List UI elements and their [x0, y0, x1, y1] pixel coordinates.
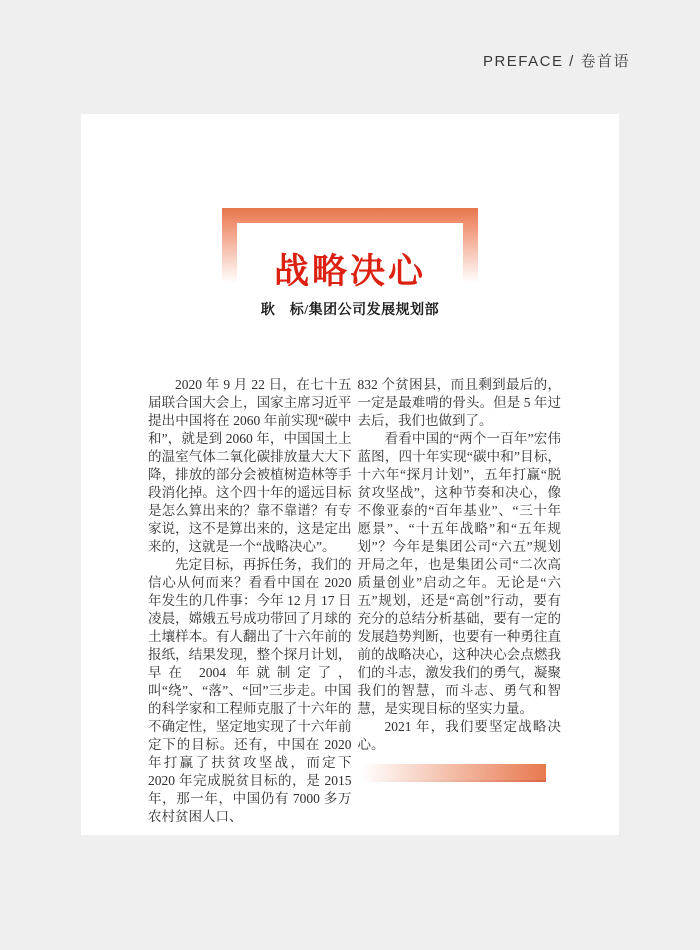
paragraph: 看看中国的“两个一百年”宏伟蓝图，四十年实现“碳中和”目标，十六年“探月计划”，五年打赢“脱贫攻坚战”，这种节奏和决心，像不像亚泰的“百年基业”、“三十年愿景”、“十五年战略”和“五年规划”？今年是集团公司“六五”规划开局之年，也是集团公司“二次高质量创业”启动之年。无论是“六五”规划，还是“高创”行动，要有充分的总结分析基础，要有一定的发展趋势判断，也要有一种勇往直前的战略决心，这种决心会点燃我们的斗志，激发我们的勇气，凝聚我们的智慧，而斗志、勇气和智慧，是实现目标的坚实力量。 — [357, 431, 561, 716]
right-column — [358, 376, 562, 826]
bottom-gradient-bar — [361, 764, 546, 780]
magazine-page — [81, 114, 619, 835]
article-title: 战略决心 — [273, 252, 426, 291]
article-byline: 耿 标/集团公司发展规划部 — [260, 303, 440, 318]
paragraph: 2021 年，我们要坚定战略决心。 — [357, 719, 561, 752]
article-body — [148, 376, 561, 826]
left-column — [148, 376, 352, 826]
paragraph: 2020 年 9 月 22 日，在七十五届联合国大会上，国家主席习近平提出中国将在 2060 年前实现“碳中和”，就是到 2060 年，中国国土上的温室气体二氧化碳排放量大大下降，排放的部分会被植树造林等手段消化掉。这个四十年的遥远目标是怎么算出来的？靠不靠谱？有专家说，这不是算出来的，这是定出来的，这就是一个“战略决心”。 — [148, 377, 352, 554]
page-header-label: PREFACE / 卷首语 — [482, 53, 630, 70]
frame-top-bar — [222, 208, 478, 223]
paragraph-continuation: 832 个贫困县，而且剩到最后的，一定是最难啃的骨头。但是 5 年过去后，我们也做到了。 — [357, 377, 561, 428]
paragraph: 先定目标，再拆任务，我们的信心从何而来？看看中国在 2020 年发生的几件事：今年 12 月 17 日凌晨，嫦娥五号成功带回了月球的土壤样本。有人翻出了十六年前的报纸，结果发现，整个探月计划，早在 2004 年就制定了，叫“绕”、“落”、“回”三步走。中国的科学家和工程师克服了十六年的不确定性，坚定地实现了十六年前定下的目标。还有，中国在 2020 年打赢了扶贫攻坚战，而定下 2020 年完成脱贫目标的，是 2015 年，那一年，中国仍有 7000 多万农村贫困人口、 — [148, 557, 352, 824]
